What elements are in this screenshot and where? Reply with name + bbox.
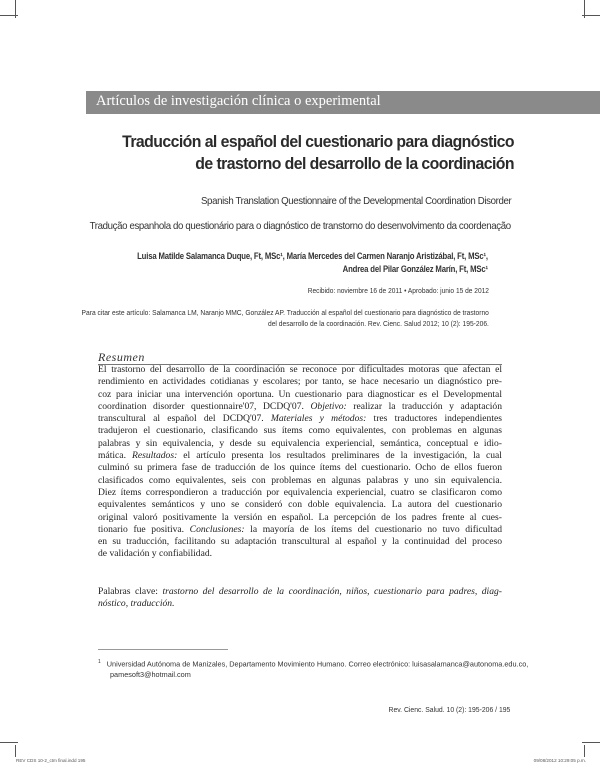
crop-mark-bottom-right-v	[584, 745, 585, 757]
abstract-line: tionario fue positiva. Conclusiones: la mayoría de los ítems del cuestionario no tuvo dificultad	[98, 523, 502, 535]
article-title-line-1: Traducción al español del cuestionario para diagnóstico	[122, 132, 515, 151]
abstract-label-metodos: Materiales y métodos:	[270, 413, 367, 425]
footnote-rule	[98, 649, 228, 650]
print-slug-file: REV CDS 10-2_ctm final.indd 195	[16, 758, 86, 763]
article-title-line-2: de trastorno del desarrollo de la coordinación	[195, 154, 514, 173]
abstract-line: original valoró positivamente la versión en español. La percepción de los padres frente al cues-	[98, 511, 502, 523]
abstract-line: rendimiento en actividades cotidianas y escolares; por tanto, se hace necesario un diagnóstico pre-	[98, 376, 502, 388]
crop-mark-top-right-v	[584, 0, 585, 18]
abstract-line: equivalentes semánticos y uno se consideró con doble equivalencia. La autora del cuestionario	[98, 499, 502, 511]
abstract-line: El trastorno del desarrollo de la coordinación se reconoce por dificultades motoras que afectan el	[98, 364, 502, 375]
crop-mark-bottom-left-v	[15, 745, 16, 757]
crop-mark-top-left-v	[15, 0, 16, 18]
article-title	[105, 131, 514, 175]
abstract-line: coordination disorder questionnaire'07, DCDQ'07. Objetivo: realizar la traducción y adaptación	[98, 400, 502, 412]
keywords-terms: trastorno del desarrollo de la coordinación, niños, cuestionario para padres, diag-	[162, 586, 503, 597]
keywords-label: Palabras clave:	[98, 586, 163, 597]
citation-line-2: del desarrollo de la coordinación. Rev. Cienc. Salud 2012; 10 (2): 195-206.	[268, 319, 489, 328]
page-folio: Rev. Cienc. Salud. 10 (2): 195-206 / 195	[388, 705, 510, 714]
keywords-line-1	[98, 586, 502, 598]
portuguese-title: Tradução espanhola do questionário para o diagnóstico de transtorno do desenvolvimento da coordenação	[89, 220, 511, 232]
abstract-line: culminó su primera fase de traducción de los quince ítems del cuestionario. Ocho de ellos fueron	[98, 462, 502, 474]
author-list-line-1: Luisa Matilde Salamanca Duque, Ft, MSc¹, María Mercedes del Carmen Naranjo Aristizábal, Ft, MSc¹,	[137, 251, 488, 261]
author-list	[137, 250, 488, 276]
footnote-marker: 1	[98, 659, 101, 665]
abstract-line: en su traducción, facilitando su adaptación transcultural al español y la continuidad del proceso	[98, 536, 502, 548]
english-title: Spanish Translation Questionnaire of the Developmental Coordination Disorder	[200, 195, 511, 207]
footnote-line-2: pamesoft3@hotmail.com	[110, 670, 191, 680]
abstract-line: transcultural al español del DCDQ'07. Materiales y métodos: tres traductores independientes	[98, 413, 502, 425]
section-banner	[86, 91, 600, 114]
section-banner-text: Artículos de investigación clínica o experimental	[96, 93, 381, 109]
abstract-heading: Resumen	[98, 350, 145, 364]
keywords-block	[98, 586, 502, 611]
crop-mark-bottom-right-h	[582, 742, 600, 743]
abstract-line: clasificados como equivalentes, seis con problemas en algunas palabras y uno sin equivalencia.	[98, 474, 502, 486]
footnote-line-1: $^1$ Universidad Autónoma de Manizales, Departamento Movimiento Humano. Correo electrónico: luisasalamanca@autonoma.edu.co,	[98, 659, 529, 669]
abstract-line: de validación y confiabilidad.	[98, 548, 213, 560]
abstract-line: tradujeron el cuestionario, clasificando sus ítems como equivalentes, con problemas en algunas	[98, 425, 502, 437]
author-list-line-2: Andrea del Pilar González Marín, Ft, MSc¹	[342, 264, 488, 274]
abstract-body	[98, 364, 502, 561]
abstract-line: mática. Resultados: el artículo presenta los resultados preliminares de la investigación, la cual	[98, 450, 502, 462]
abstract-line: palabras y sin equivalencia, y desde su equivalencia experiencial, semántica, conceptual e idio-	[98, 437, 502, 449]
abstract-line: coz para iniciar una intervención oportuna. Un cuestionario para diagnosticar es el Developmental	[98, 388, 502, 400]
print-slug-timestamp: 09/08/2012 10:29:05 p.m.	[533, 758, 586, 763]
citation-line-1: Para citar este artículo: Salamanca LM, Naranjo MMC, González AP. Traducción al español del cuestionario para diagnóstico de trastorno	[81, 308, 489, 317]
citation-block	[82, 307, 489, 329]
keywords-line-2: nóstico, traducción.	[98, 598, 175, 610]
footnote	[98, 657, 529, 680]
abstract-line: Diez ítems correspondieron a traducción por equivalencia experiencial, cuatro se clasificaron como	[98, 486, 502, 498]
received-approved-dates: Recibido: noviembre 16 de 2011 • Aprobado: junio 15 de 2012	[307, 286, 489, 295]
abstract-label-conclusiones: Conclusiones:	[189, 523, 245, 535]
abstract-label-objetivo: Objetivo:	[310, 400, 347, 412]
crop-mark-bottom-left-h	[0, 742, 18, 743]
abstract-label-resultados: Resultados:	[131, 450, 178, 462]
